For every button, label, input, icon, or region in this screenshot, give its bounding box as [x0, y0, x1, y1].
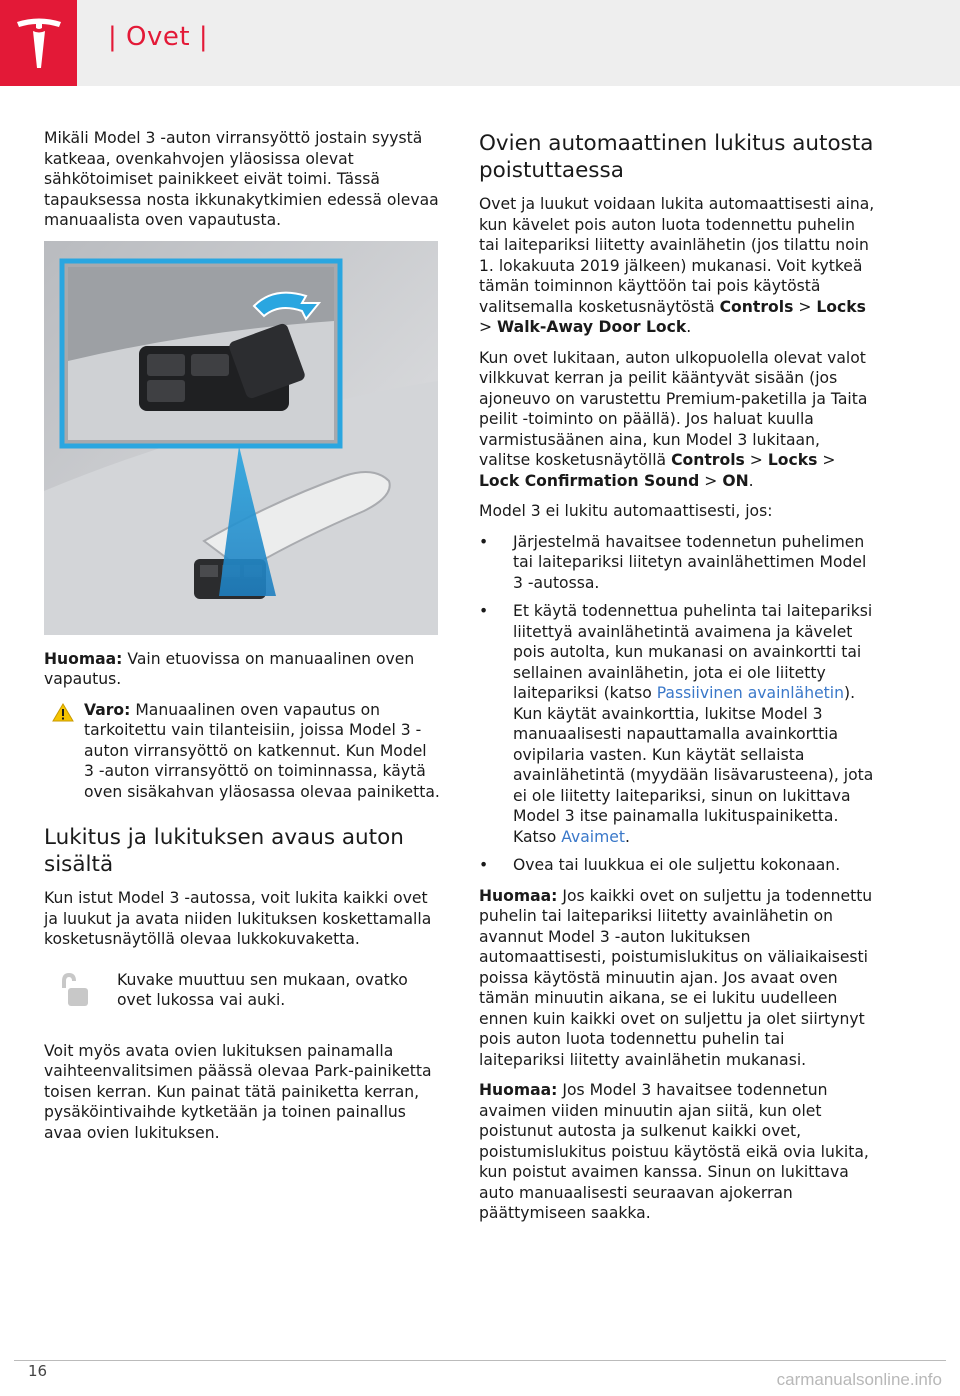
list-item	[479, 532, 875, 594]
note-paragraph	[44, 649, 440, 690]
no-auto-lock-intro: Model 3 ei lukitu automaattisesti, jos:	[479, 502, 773, 520]
menu-path-controls: Controls	[671, 451, 745, 469]
section-title-inside-lock: Lukitus ja lukituksen avaus auton sisältä	[44, 825, 404, 877]
intro-paragraph: Mikäli Model 3 -auton virransyöttö jostain syystä katkeaa, ovenkahvojen yläosissa olevat sähkötoimiset painikkeet eivät toimi. Tässä tapauksessa nosta ikkunakytkimien edessä olevaa manuaalista oven vapautusta.	[44, 129, 439, 229]
list-item-text: Järjestelmä havaitsee todennetun puhelimen tai laitepariksi liitetyn avainlähettimen Model 3 -autossa.	[513, 532, 867, 592]
list-item	[479, 601, 875, 847]
menu-separator: >	[699, 471, 723, 490]
unlock-icon	[58, 972, 90, 1008]
footer-divider	[14, 1360, 946, 1361]
left-column	[44, 128, 440, 1153]
menu-path-lock-confirmation-sound: Lock Confirmation Sound	[479, 471, 700, 490]
note-paragraph-1	[479, 886, 875, 1071]
warning-icon	[52, 703, 74, 722]
watermark: carmanualsonline.info	[776, 1370, 942, 1389]
warning-text: Manuaalinen oven vapautus on tarkoitettu vain tilanteisiin, joissa Model 3 -auton virransyöttö on katkennut. Kun Model 3 -auton virransyöttö on toiminnassa, käytä oven sisäkahvan yläosassa olevaa painiketta.	[84, 700, 440, 801]
menu-path-walk-away: Walk-Away Door Lock	[497, 318, 687, 336]
park-button-paragraph: Voit myös avata ovien lukituksen painamalla vaihteenvalitsimen päässä olevaa Park-painiketta toisen kerran. Kun painat tätä painiketta kerran, pysäköintivaihde kytketään ja toinen painallus avaa ovien lukituksen.	[44, 1041, 432, 1142]
note-paragraph-2	[479, 1080, 875, 1224]
warning-label: Varo:	[84, 700, 131, 719]
tesla-logo	[0, 0, 77, 86]
list-item	[479, 855, 875, 876]
note-label: Huomaa:	[44, 649, 123, 668]
sentence-end: .	[748, 471, 754, 490]
door-release-figure	[44, 241, 438, 635]
list-item-text: ). Kun käytät avainkorttia, lukitse Model 3 manuaalisesti napauttamalla avainkorttia ovipilaria vasten. Kun käytät sellaista avainlähetintä (myydään lisävarusteena), jota ei ole liitetty laitepariksi, sinun on lukittava Model 3 itse painamalla lukituspainiketta. Katso	[513, 684, 874, 846]
sentence-end: .	[625, 827, 630, 846]
menu-separator: >	[793, 297, 817, 316]
menu-path-locks: Locks	[816, 297, 866, 316]
note-label: Huomaa:	[479, 886, 558, 905]
note-label: Huomaa:	[479, 1081, 558, 1099]
note-text: Jos kaikki ovet on suljettu ja todennettu puhelin tai laitepariksi liitetty avainlähetin on avannut Model 3 -auton lukituksen automaattisesti, poistumislukitus on väliaikaisesti poissa käytöstä minuutin ajan. Jos avaat oven tämän minuutin aikana, se ei lukitu uudelleen ennen kuin kaikki ovet on suljettu ja olet siirtynyt pois auton luota todennettu puhelin tai laitepariksi liitetty avainlähetin mukanasi.	[479, 886, 873, 1069]
right-column	[479, 130, 875, 1234]
note-text: Jos Model 3 havaitsee todennetun avaimen viiden minuutin ajan siitä, kun olet poistunut autosta ja sulkenut kaikki ovet, poistumislukitus poistuu käytöstä eikä ovia lukita, kun poistut avaimen kanssa. Sinun on lukittava auto manuaalisesti seuraavan ajokerran päättymiseen saakka.	[479, 1081, 869, 1222]
link-passive-key-fob[interactable]: Passiivinen avainlähetin	[656, 684, 845, 702]
sentence-end: .	[686, 318, 692, 336]
lock-icon-caption: Kuvake muuttuu sen mukaan, ovatko ovet lukossa vai auki.	[117, 970, 408, 1009]
bullet: •	[479, 602, 489, 620]
no-auto-lock-list	[479, 532, 875, 876]
link-keys[interactable]: Avaimet	[561, 827, 626, 846]
page-header	[0, 0, 960, 86]
section-title-walk-away: Ovien automaattinen lukitus autosta poistuttaessa	[479, 131, 874, 183]
walk-away-paragraph	[479, 194, 875, 338]
inside-lock-paragraph: Kun istut Model 3 -autossa, voit lukita kaikki ovet ja luukut ja avata niiden lukituksen koskettamalla kosketusnäytöllä olevaa lukkokuvaketta.	[44, 889, 432, 948]
lock-icon-row	[44, 970, 440, 1011]
note-text: Vain etuovissa on manuaalinen oven vapautus.	[44, 649, 415, 688]
menu-separator: >	[479, 318, 498, 336]
menu-path-locks: Locks	[767, 451, 818, 469]
warning-block	[44, 700, 440, 803]
menu-path-on: ON	[722, 471, 749, 490]
page-number: 16	[28, 1362, 48, 1380]
menu-separator: >	[817, 451, 836, 469]
bullet: •	[479, 532, 489, 551]
door-panel-illustration	[44, 241, 438, 635]
menu-path-controls: Controls	[719, 297, 794, 316]
list-item-text: Et käytä todennettua puhelinta tai laitepariksi liitettyä avainlähetintä avaimena ja kävelet pois autolta, kun mukanasi on avainkortti tai sellainen avainlähetin, jota ei ole liitetty laitepariksi (katso	[513, 602, 873, 702]
list-item-text: Ovea tai luukkua ei ole suljettu kokonaan.	[513, 856, 841, 874]
bullet: •	[479, 856, 489, 874]
lock-confirmation-paragraph	[479, 348, 875, 492]
lock-confirmation-text: Kun ovet lukitaan, auton ulkopuolella olevat valot vilkkuvat kerran ja peilit kääntyvät sisään (jos ajoneuvo on varustettu Premium-paketilla ja Taita peilit -toiminto on päällä). Jos haluat kuulla varmistusäänen aina, kun Model 3 lukitaan, valitse kosketusnäytöllä	[479, 348, 868, 469]
walk-away-text: Ovet ja luukut voidaan lukita automaattisesti aina, kun kävelet pois auton luota todennettu puhelin tai laitepariksi liitetty avainlähetin (jos tilattu noin 1. lokakuuta 2019 jälkeen) mukanasi. Voit kytkeä tämän toiminnon käyttöön tai pois käytöstä valitsemalla kosketusnäytöstä	[479, 195, 875, 316]
menu-separator: >	[744, 451, 768, 469]
page-title: | Ovet |	[108, 22, 209, 52]
tesla-logo-icon	[14, 16, 64, 70]
